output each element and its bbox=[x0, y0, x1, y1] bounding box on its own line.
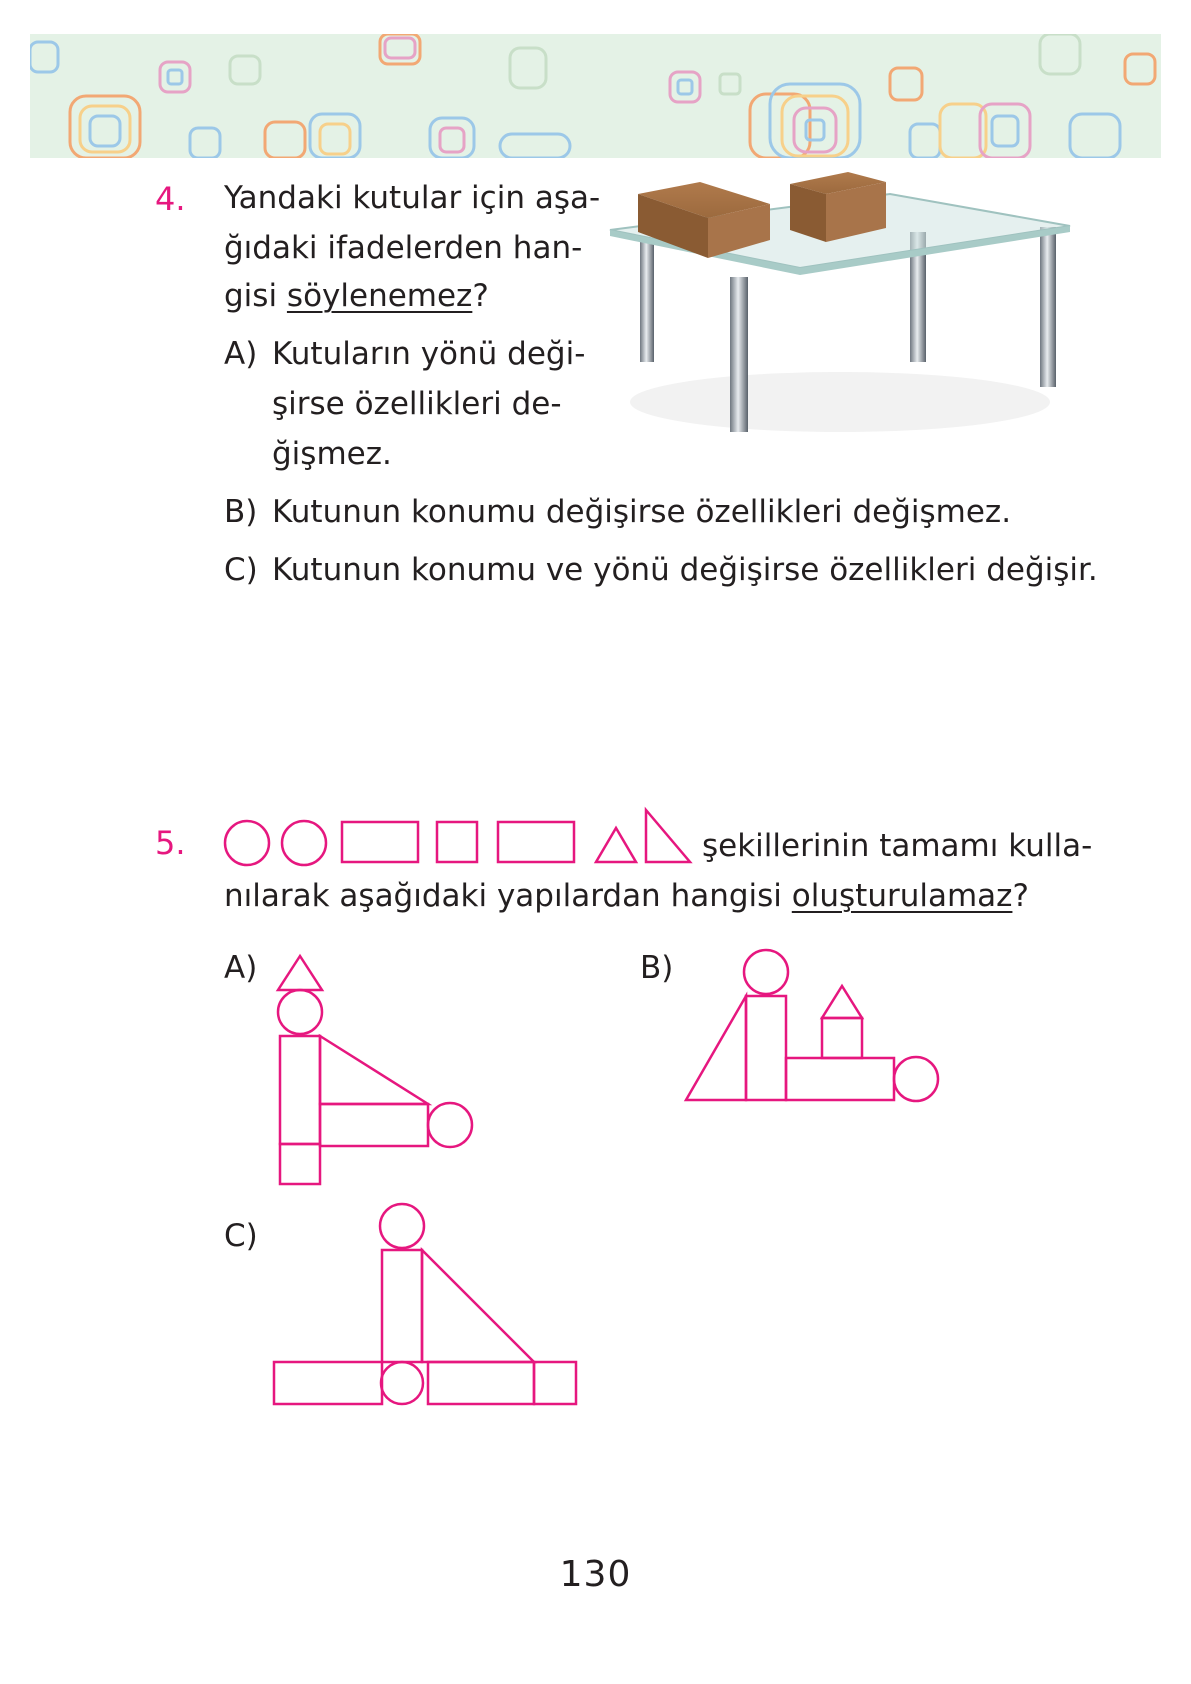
shape-triangle-equilateral bbox=[596, 828, 636, 862]
banner-pattern bbox=[30, 34, 1161, 158]
question-4-option-b-letter[interactable]: B) bbox=[224, 494, 258, 530]
question-5-shape-set bbox=[222, 808, 702, 878]
question-5-question-mark: ? bbox=[1012, 878, 1029, 914]
shape-rectangle-1 bbox=[342, 822, 418, 862]
figure-b-triangle bbox=[822, 986, 862, 1018]
question-4-option-a-line-3: ğişmez. bbox=[272, 436, 392, 472]
figure-a-vertical-rectangle bbox=[280, 1036, 320, 1144]
figure-b-vertical-rectangle bbox=[746, 996, 786, 1100]
question-5-stem-line-1: şekillerinin tamamı kulla- bbox=[702, 828, 1093, 864]
question-4-option-c-letter[interactable]: C) bbox=[224, 552, 258, 588]
question-5-option-b-figure[interactable] bbox=[684, 948, 944, 1118]
page-number: 130 bbox=[559, 1554, 632, 1595]
figure-a-circle-top bbox=[278, 990, 322, 1034]
figure-a-circle-right bbox=[428, 1103, 472, 1147]
question-5-option-c-label[interactable]: C) bbox=[224, 1218, 258, 1254]
figure-b-horizontal-rectangle bbox=[786, 1058, 894, 1100]
figure-b-circle-right bbox=[894, 1057, 938, 1101]
shape-circle-2 bbox=[282, 821, 326, 865]
question-4-question-mark: ? bbox=[472, 278, 489, 314]
figure-c-square bbox=[534, 1362, 576, 1404]
question-5-stem-text: nılarak aşağıdaki yapılardan hangisi bbox=[224, 878, 782, 914]
question-4-option-a-line-1: Kutuların yönü deği- bbox=[272, 336, 586, 372]
question-4-underlined-word: söylenemez bbox=[286, 278, 473, 314]
question-5-underlined-word: oluşturulamaz bbox=[791, 878, 1013, 914]
shape-circle-1 bbox=[225, 821, 269, 865]
figure-a-right-triangle bbox=[320, 1036, 428, 1104]
question-5-number: 5. bbox=[155, 824, 186, 862]
question-4-stem-line-2: ğıdaki ifadelerden han- bbox=[224, 230, 583, 266]
figure-b-square bbox=[822, 1018, 862, 1058]
question-4-number: 4. bbox=[155, 180, 186, 218]
question-4-stem-word: gisi bbox=[224, 278, 278, 314]
figure-a-triangle bbox=[278, 956, 322, 990]
question-4-option-c-text: Kutunun konumu ve yönü değişirse özellikleri değişir. bbox=[272, 552, 1098, 588]
question-5-stem-line-2 bbox=[224, 878, 1029, 914]
figure-c-circle-bottom bbox=[381, 1362, 423, 1404]
figure-a-square bbox=[280, 1144, 320, 1184]
question-5-option-b-label[interactable]: B) bbox=[640, 950, 674, 986]
figure-b-circle-top bbox=[744, 950, 788, 994]
question-4-stem-line-1: Yandaki kutular için aşa- bbox=[224, 180, 601, 216]
figure-b-right-triangle bbox=[686, 996, 746, 1100]
figure-c-left-rectangle bbox=[274, 1362, 382, 1404]
question-4-option-a-line-2: şirse özellikleri de- bbox=[272, 386, 562, 422]
question-5-option-a-label[interactable]: A) bbox=[224, 950, 258, 986]
figure-a-horizontal-rectangle bbox=[320, 1104, 428, 1146]
question-4-stem-line-3 bbox=[224, 278, 489, 314]
question-5-option-c-figure[interactable] bbox=[270, 1202, 580, 1422]
question-4-option-a-letter[interactable]: A) bbox=[224, 336, 258, 372]
shape-square bbox=[437, 822, 477, 862]
figure-c-circle-top bbox=[380, 1204, 424, 1248]
glass-table-illustration bbox=[600, 172, 1080, 442]
question-5-option-a-figure[interactable] bbox=[270, 948, 480, 1198]
figure-c-right-rectangle bbox=[428, 1362, 534, 1404]
shape-triangle-right bbox=[646, 810, 690, 862]
question-4-option-b-text: Kutunun konumu değişirse özellikleri değişmez. bbox=[272, 494, 1012, 530]
figure-c-right-triangle bbox=[422, 1250, 534, 1362]
figure-c-vertical-rectangle bbox=[382, 1250, 422, 1362]
shape-rectangle-2 bbox=[498, 822, 574, 862]
decorative-banner bbox=[30, 34, 1161, 158]
